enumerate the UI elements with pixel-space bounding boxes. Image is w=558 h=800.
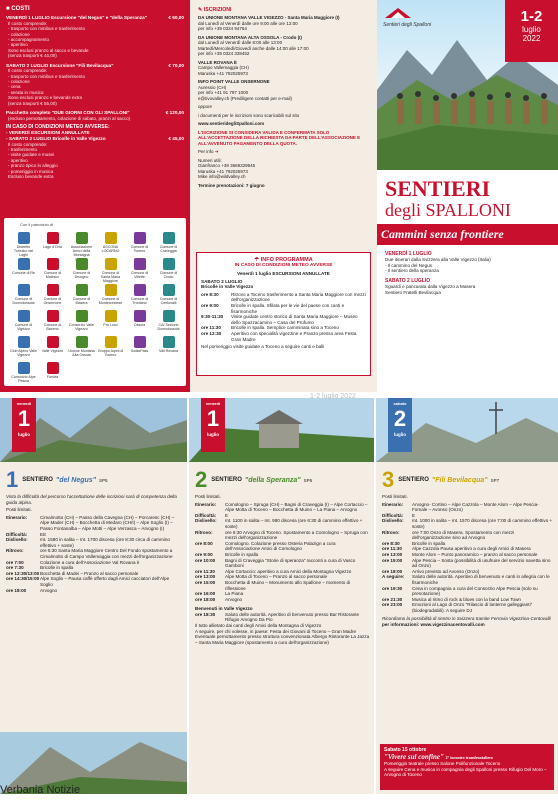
sponsors-title: Con il patrocinio di xyxy=(20,222,53,227)
note-line: A seguire, per chi volesse, in paese: Festa dei Giovani di Toceno – Gran Madre xyxy=(195,628,357,634)
registration-panel xyxy=(190,0,377,392)
sponsor-logo: Comune di Malesco xyxy=(39,258,66,279)
weather-title: ☂ INFO PROGRAMMA xyxy=(254,257,313,263)
sponsor-logo: Comune di Baceno xyxy=(39,310,66,331)
sponsor-logo: Lago d'Orta xyxy=(39,232,66,249)
schedule-row: ore 19:30 Cena in compagnia a cura del Consorzio Alpe Pescia (solo su prenotazione) xyxy=(382,585,538,597)
schedule-row: Itinerario: Cimalmotto (CH) – Passo della Cavegna (CH) – Porcaresc (CH) – Alpe Mader (CH) – Bocchetta di Medaro (CH/I) – Alpe Soglio (I) – Passo Fontanalba – Alpe Motti – Alpe Verzasca – Arvogno (I) xyxy=(6,514,175,531)
crest-icon xyxy=(163,336,175,348)
registration-office: DA UNIONE MONTANA VALLE VIGEZZO - Santa Maria Maggiore (I) dal Lunedì al Venerdì dalle ore 9:00 alle ore 12:00 per info +39 0324 94764 xyxy=(198,15,340,31)
crest-icon xyxy=(76,284,88,296)
schedule-row: 9:30-11:30 Visite guidate centro storico di Santa Maria Maggiore – Museo dello Spazzacamino – Casa del Profumo xyxy=(201,314,358,325)
cost-detail-line: - visite guidate e musei xyxy=(8,152,55,158)
crest-icon xyxy=(76,232,88,244)
schedule-row: Difficoltà: EE xyxy=(6,531,47,537)
cost-details-package xyxy=(6,116,184,121)
crest-icon xyxy=(47,258,59,270)
schedule-row: Itinerario: Comologno – Spruga (CH) – Bagni di Craveggia (I) – Alpe Cortaccio – Alpe Motta di Toceno – Bocchetta di Muino – La Piana – Arvogno xyxy=(195,501,368,513)
crest-icon xyxy=(105,336,117,348)
schedule-row: ore 13:00 Monte Alom – Punto panoramico – pranzo al sacco personale xyxy=(382,551,538,557)
cost-detail-line: - trasporto con minibus e trasferimento xyxy=(8,73,86,79)
phone-number-line: Gianfranco +39 3669329945 xyxy=(198,163,256,168)
schedule-row: ore 18:00 Arrivo previsto ad Avonso (Onzo) xyxy=(382,568,480,574)
sponsor-logo: Comune di Toceno xyxy=(126,232,153,253)
trail2-panel xyxy=(189,398,374,794)
sponsor-logo: Associazione Amici della Montagna xyxy=(68,232,95,262)
booking-deadline: Termine prenotazioni: 7 giugno xyxy=(198,182,265,188)
trail1-schedule: Visto la difficoltà del percorso l'accettazione delle iscrizioni sarà di competenza della guida alpina. Posti limitati. Itinerario: Cimalmotto (CH) – Passo della Cavegna (CH) – Porcaresc (CH) – Alpe Mader (CH) – Bocchetta di Medaro (CH/I) – Alpe Soglio (I) – Passo Fontanalba – Alpe Motti – Alpe Verzasca – Arvogno (I) Difficoltà: EE Dislivello: mt. 1580 in salita – mt. 1700 discesa (ore 8:30 circa di cammino effettivo + soste) Ritrovo: ore 5:30 Santa Maria Maggiore Centro Del Fondo spostamento a Cimalmotto di Campo Vallemaggia con mezzi dell'organizzazione ore 7:00 Colazione a cura dell'Associazione Val Rovana è ore 7:30 Bricolle in spalla ore 12:30/13:00 Bocchetta di Madei – Pranzo al sacco personale ore 14:30/15:00 Alpe Soglio – Pausa caffè offerto dagli Amici cacciatori dell'Alpe Soglio ore 18:00 Arvogno xyxy=(6,494,182,593)
schedule-row: ore 14:30/15:00 Alpe Soglio – Pausa caffè offerto dagli Amici cacciatori dell'Alpe Soglio xyxy=(6,576,170,587)
crest-icon xyxy=(18,336,30,348)
schedule-row: ore 7:30 Bricolle in spalla xyxy=(6,565,74,571)
trail1-panel xyxy=(0,398,187,794)
weather-cost-details xyxy=(6,142,184,180)
crest-icon xyxy=(47,310,59,322)
sponsor-logo: Comune di Montecrestese xyxy=(97,284,124,305)
cover-line: - Il sentiero della speranza xyxy=(385,268,439,274)
cover-line: Sguardi e pancarata dalla Vigezzo a Masera xyxy=(385,284,476,290)
schedule-row: ore 12:30 Aperitivo con specialità vigezzine e Pranzo presso area Festa Gran Madre xyxy=(201,330,357,342)
sponsor-logo: SwissPass xyxy=(126,336,153,353)
registration-office: DA UNIONE MONTANA ALTA OSSOLA - Crodo (I) dal Lunedì al Venerdì dalle 8:00 alle 13:00 Martedì/Mercoledì/Giovedì anche dalle 14:00 alle 17:00 per info +39 0324 338452 xyxy=(198,34,309,56)
crest-icon xyxy=(18,362,30,374)
schedule-row: Ritrovo: ore 7:00 Onzo di Masera. Spostamento con mezzi dell'organizzazione sino ad Arvogno xyxy=(382,529,515,541)
sponsor-logo: CAI Sezione Domodossola xyxy=(155,310,182,331)
trail2-day-badge: venerdì 1 luglio xyxy=(201,398,225,452)
trail1-day-badge: venerdì 1 luglio xyxy=(12,398,36,452)
schedule-row: ore 16:00 La Piana xyxy=(195,591,244,597)
cost-line-friday: VENERDÌ 1 LUGLIO Escursione "del Negus" e "della Speranza" € 60,00 xyxy=(6,15,184,20)
cover-saturday-lines xyxy=(385,284,550,295)
schedule-row: Difficoltà: E xyxy=(195,512,229,518)
sponsor-logo: Club Alpino Valle Vigezzo xyxy=(10,336,37,357)
cost-detail-line: Escluso bevande extra xyxy=(8,174,54,180)
download-text: i documenti per le iscrizioni sono scaricabili sul sito xyxy=(198,112,300,118)
weather-sat-subtitle: Bricolle in Valle Vigezzo xyxy=(201,284,254,290)
sponsor-logo: Ossola xyxy=(126,310,153,327)
cost-detail-line: - pomeriggio in musica xyxy=(8,168,54,174)
schedule-row: Ritrovo: ore 5:30 Santa Maria Maggiore Centro Del Fondo spostamento a Cimalmotto di Campo Vallemaggia con mezzi dell'organizzazione xyxy=(6,548,173,559)
registration-office: VALLE ROVANA È Campo Vallemaggia (CH) Maruska +41 792025973 xyxy=(198,59,249,76)
useful-numbers xyxy=(198,158,369,180)
schedule-row: ore 8:30 Bricolle in spalla xyxy=(382,540,446,546)
schedule-row: ore 9:00 Bricolle in spalla xyxy=(195,551,259,557)
cost-detail-line: (senza trasporti € 45,00) xyxy=(8,53,57,59)
costs-title: ■ COSTI xyxy=(6,6,30,12)
trail1-title: 1 SENTIERO "del Negus" SP5 xyxy=(6,467,108,492)
crest-icon xyxy=(76,336,88,348)
schedule-row: ore 11:30 Alpe Cortaccio: aperitivo a cura Amici della Montagna Vigezzo xyxy=(195,568,352,574)
crest-icon xyxy=(163,258,175,270)
trail2-title: 2 SENTIERO "della Speranza" SP6 xyxy=(195,467,313,492)
crest-icon xyxy=(18,284,30,296)
schedule-row: ore 8:00 Comologno. Colazione presso Osteria Palazign a cura dell'Associazione Amici di Comologno xyxy=(195,540,336,552)
sponsor-logo: Comune di Masera xyxy=(68,284,95,305)
sponsor-logo: Comune di Druogno xyxy=(68,258,95,279)
crest-icon xyxy=(47,336,59,348)
schedule-row: ore 11:30 Alpe Cazzola Pausa aperitivo a cura degli Amici di Masera xyxy=(382,546,531,552)
sponsor-logo: Gruppo Alpini di Toceno xyxy=(97,336,124,357)
crest-icon xyxy=(18,310,30,322)
schedule-row: A seguire: Saluto delle autorità. Aperitivo di benvenuto e canti in allegria con le fisarmoniche xyxy=(382,574,550,585)
cost-detail-line: - cena xyxy=(8,84,21,90)
crest-icon xyxy=(105,310,117,322)
crest-icon xyxy=(105,232,117,244)
schedule-row: ore 21:30 Musica al ritmo di rock & blues con la band Low Town xyxy=(382,596,521,602)
cost-details-saturday xyxy=(6,68,184,106)
sponsor-logo: Comune di Vigezzo xyxy=(10,310,37,331)
schedule-row: Dislivello: mt. 1580 in salita – mt. 1700 discesa (ore 8:30 circa di cammino effettivo + soste) xyxy=(6,537,170,548)
weather-footnote: Nel pomeriggio visite guidate a Toceno a seguire canti e balli xyxy=(201,344,325,350)
cost-detail-line: Sono esclusi pranzo e bevande extra xyxy=(8,95,83,101)
sponsor-logo: Consorzio Valle Vigezzo xyxy=(68,310,95,331)
cost-detail-line: Il costo comprende: xyxy=(8,141,48,147)
cost-detail-line: Sono esclusi pranzo al sacco e bevande xyxy=(8,47,89,53)
schedule-row: Ritrovo: ore 6:30 Arvogno di Toceno. Spostamento a Comologno – Spruga con mezzi dell'organizzazione xyxy=(195,529,368,541)
cost-detail-line: - colazione xyxy=(8,31,30,37)
cover-title-line1: SENTIERI xyxy=(385,176,491,201)
crest-icon xyxy=(18,232,30,244)
event-box: Sabato 15 ottobre "Vivere sul confine" 2° incontro transfrontaliero Pomeriggio teatrale presso Salone Polifunzionale Toceno A seguire Cena e musica in compagnia degli Spalloni presso Rifugio Del Moro – Arvogno di Toceno xyxy=(380,744,554,790)
weather-program-box xyxy=(196,252,371,376)
crest-icon xyxy=(134,336,146,348)
crest-icon xyxy=(18,258,30,270)
sponsor-logo: Comune di Trontano xyxy=(126,284,153,305)
registration-notice: L'ISCRIZIONE SI CONSIDERA VALIDA E CONFERMATA SOLO ALL'ACCETTAZIONE DELLA RICHIESTA DA PARTE DELL'ASSOCIAZIONE E ALL'AVVENUTO PAGAMENTO DELLA QUOTA. xyxy=(198,129,361,146)
crest-icon xyxy=(47,232,59,244)
info-label: Per info ➜ xyxy=(198,149,219,154)
sponsor-logo: Comune di Onsernone xyxy=(39,284,66,305)
trail3-schedule: Posti limitati. Itinerario: Arvogno- Cortino – Alpe Cazzola – Monte Alom – Alpe Pescia- Fomale – Avonso (Onzo) Difficoltà: E Dislivello: mt. 1000 in salita – mt. 1570 discesa (ore 7:00 di cammino effettivo + soste) Ritrovo: ore 7:00 Onzo di Masera. Spostamento con mezzi dell'organizzazione sino ad Arvogno ore 8:30 Bricolle in spalla ore 11:30 Alpe Cazzola Pausa aperitivo a cura degli Amici di Masera ore 13:00 Monte Alom – Punto panoramico – pranzo al sacco personale ore 15:00 Alpe Pescia – Sosta (possibilità di usufruire del servizio navetta sino ad Onzo) ore 18:00 Arrivo previsto ad Avonso (Onzo) A seguire: Saluto delle autorità. Aperitivo di benvenuto e canti in allegria con le fisarmoniche ore 19:30 Cena in compagnia a cura del Consorzio Alpe Pescia (solo su prenotazione) ore 21:30 Musica al ritmo di rock & blues con la band Low Town ore 23:00 Emozioni al Lago di Onzo "Rilascio di lanterne galleggianti" (biodegradabili). A seguire DJ Ricordiamo la possibilità di rientro in Svizzera tramite Ferrovia Vigezzina-Centovalli per informazioni: www.vigezzinacentovalli.com xyxy=(382,494,553,628)
schedule-row: Difficoltà: E xyxy=(382,512,416,518)
crest-icon xyxy=(134,284,146,296)
cost-detail-line: - trasferimento xyxy=(8,147,38,153)
schedule-row: Dislivello: mt. 1100 in salita – mt. 980 discesa (ore 6:30 di cammino effettivo + soste) xyxy=(195,518,363,529)
cost-detail-line: - serata in musica xyxy=(8,89,44,95)
cost-detail-line: Il costo comprende: xyxy=(8,20,48,26)
website-link[interactable]: www.sentieridegliSpalloni.com xyxy=(198,121,265,126)
cost-line-package: Pacchetto completo "DUE GIORNI CON GLI SPALLONI" € 120,00 xyxy=(6,110,184,116)
note-line: Il tutto allietato dai canti degli Amici della Montagna di Vigezzo xyxy=(195,623,322,629)
schedule-row: ore 15:00 Alpe Pescia – Sosta (possibilità di usufruire del servizio navetta sino ad Onzo) xyxy=(382,557,551,569)
schedule-row: Itinerario: Arvogno- Cortino – Alpe Cazzola – Monte Alom – Alpe Pescia- Fomale – Avonso (Onzo) xyxy=(382,501,539,513)
registration-title: ✎ ISCRIZIONI xyxy=(198,7,232,13)
schedule-row: ore 18:30 Saluto delle autorità. Aperitivo di benvenuto presso Bar Ristorante Rifugio Arvogno Da Pio xyxy=(195,611,360,623)
crest-icon xyxy=(47,362,59,374)
cost-detail-line: - pranzo tipico in alleggio xyxy=(8,163,58,169)
trail3-title: 3 SENTIERO "Fili Bevilacqua" SP7 xyxy=(382,467,500,492)
crest-icon xyxy=(134,232,146,244)
weather-sat-title: SABATO 2 LUGLIO xyxy=(201,278,243,284)
weather-friday: - VENERDÌ ESCURSIONI ANNULLATE xyxy=(6,130,90,136)
cost-detail-line: - colazione xyxy=(8,79,30,85)
cost-details-friday xyxy=(6,21,184,59)
crest-icon xyxy=(76,258,88,270)
sponsor-logo: Comune di Re xyxy=(10,258,37,275)
sponsor-logos xyxy=(4,218,186,386)
schedule-row: ore 13:00 Alpe Motta di Toceno – Pranzo al sacco personale xyxy=(195,574,328,580)
registration-office: INFO POINT VALLE ONSERNONE Auressio (CH) per info +41 91 797 1000 e@tivovalley.ch (Prediligere contatti per e-mail) xyxy=(198,79,293,101)
cost-line-saturday: SABATO 2 LUGLIO Escursione "Fili Bevilacqua" € 70,00 xyxy=(6,62,184,68)
schedule-row: Dislivello: mt. 1000 in salita – mt. 1570 discesa (ore 7:00 di cammino effettivo + soste) xyxy=(382,518,553,529)
schedule-row: ore 8:30 Ritrovo a Toceno trasferimento a Santa Maria Maggiore con mezzi dell'organizzazione xyxy=(201,291,366,303)
sponsor-logo: Vall Rovana xyxy=(155,336,182,353)
weather-saturday: - SABATO 2 LUGLIO Bricolle in Valle Vigezzo € 45,00 xyxy=(6,135,184,141)
cover-friday-lines xyxy=(385,257,550,274)
date-badge: 1-2 luglio 2022 xyxy=(505,0,558,62)
sponsor-logo: Comune di Craveggia xyxy=(155,232,182,253)
phone-number-line: Maruska +41 792025973 xyxy=(198,168,248,174)
or-label: oppure xyxy=(198,104,213,109)
cost-detail-line: - trasporto con minibus e trasferimento xyxy=(8,26,86,32)
weather-conditions-title: IN CASO DI CONDIZIONI METEO AVVERSE: xyxy=(6,124,110,131)
cover-line: Sentiero Fratelli Bevilacqua xyxy=(385,289,441,295)
trail2-schedule: Posti limitati. Itinerario: Comologno – Spruga (CH) – Bagni di Craveggia (I) – Alpe Cortaccio – Alpe Motta di Toceno – Bocchetta di Muino – La Piana – Arvogno Difficoltà: E Dislivello: mt. 1100 in salita – mt. 980 discesa (ore 6:30 di cammino effettivo + soste) Ritrovo: ore 6:30 Arvogno di Toceno. Spostamento a Comologno – Spruga con mezzi dell'organizzazione ore 8:00 Comologno. Colazione presso Osteria Palazign a cura dell'Associazione Amici di Comologno ore 9:00 Bricolle in spalla ore 10:00 Bagni di Craveggia "Storie di speranza" racconti a cura di Vasco Gamboni ore 11:30 Alpe Cortaccio: aperitivo a cura Amici della Montagna Vigezzo ore 13:00 Alpe Motta di Toceno – Pranzo al sacco personale ore 15:00 Bocchetta di Muino – Monumento allo Spallone – momento di riflessione ore 16:00 La Piana ore 18:00 Arvogno Benvenuti in Valle Vigezzo ore 18:30 Saluto delle autorità. Aperitivo di benvenuto presso Bar Ristorante Rifugio Arvogno Da Pio Il tutto allietato dai canti degli Amici della Montagna di Vigezzo A seguire, per chi volesse, in paese: Festa dei Giovani di Toceno – Gran Madre Eventuale pernottamento presso struttura convenzionata Albergo Ristorante La Jazza – Santa Maria Maggiore (spostamento a cura dell'organizzazione) xyxy=(195,494,370,645)
cover-saturday-title: SABATO 2 LUGLIO xyxy=(385,277,431,284)
cover-panel xyxy=(377,0,558,392)
cover-tagline: Cammini senza frontiere xyxy=(377,224,558,245)
cover-friday-title: VENERDÌ 1 LUGLIO xyxy=(385,251,432,257)
trail3-day-badge: sabato 2 luglio xyxy=(388,398,412,452)
cover-line: Due itinerari dalla Svizzera alla Valle Vigezzo (Italia) xyxy=(385,257,491,263)
sponsor-logo: Consorzio Alpe Pescia xyxy=(10,362,37,383)
crest-icon xyxy=(134,258,146,270)
cost-detail-line: Il costo comprende: xyxy=(8,68,48,74)
sponsor-logo: Comune di Villette xyxy=(126,258,153,279)
source-caption: Verbania Notizie xyxy=(0,784,81,796)
sponsor-logo: Comune di Crodo xyxy=(155,258,182,279)
sponsor-logo: Comune di Domodossola xyxy=(10,284,37,305)
sponsor-logo: ASCONA LOCARNO xyxy=(97,232,124,253)
schedule-row: ore 9:00 Bricolle in spalla. Sfilata per le vie del paese con canti e fisarmoniche xyxy=(201,302,345,314)
weather-subtitle: IN CASO DI CONDIZIONI METEO AVVERSE xyxy=(234,263,333,268)
crest-icon xyxy=(134,310,146,322)
schedule-row: ore 18:00 Arvogno xyxy=(6,587,58,593)
cover-title-line2: degli SPALLONI xyxy=(385,200,511,220)
cost-detail-line: - accompagnamento xyxy=(8,36,50,42)
cover-line: - Il cammino del Negus xyxy=(385,262,432,268)
crest-icon xyxy=(47,284,59,296)
crest-icon xyxy=(76,310,88,322)
sponsor-logo: Pro Loco xyxy=(97,310,124,327)
schedule-row: ore 15:00 Bocchetta di Muino – Monumento allo Spallone – momento di riflessione xyxy=(195,579,351,591)
fold-watermark: 1-2 luglio 2022 xyxy=(310,393,356,400)
crest-icon xyxy=(163,232,175,244)
schedule-row: ore 18:00 Arvogno xyxy=(195,596,243,602)
sponsor-logo: Comune di Santa Maria Maggiore xyxy=(97,258,124,284)
crest-icon xyxy=(105,284,117,296)
schedule-row: ore 23:00 Emozioni al Lago di Onzo "Rilascio di lanterne galleggianti" (biodegradabili). A seguire DJ xyxy=(382,602,533,613)
cost-detail-line: - aperitivo xyxy=(8,42,28,48)
cost-detail-line: (escluso pernottamento, colazione di sabato, pranzi al sacco) xyxy=(8,115,131,121)
cost-detail-line: - aperitivo xyxy=(8,157,28,163)
note-line: Eventuale pernottamento presso struttura convenzionata Albergo Ristorante La Jazza – Santa Maria Maggiore (spostamento a cura dell'organizzazione) xyxy=(195,634,370,645)
schedule-row: ore 11:30 Bricolle in spalla. Semplice camminata sino a Toceno xyxy=(201,325,339,331)
schedule-row: ore 12:30/13:00 Bocchetta di Madei – Pranzo al sacco personale xyxy=(6,570,139,576)
sponsor-logo: Funivia xyxy=(39,362,66,379)
phone-number-line: Numeri utili: xyxy=(198,157,222,163)
phone-number-line: Mike info@wildvalley.ch xyxy=(198,174,246,179)
crest-icon xyxy=(105,258,117,270)
trail3-panel xyxy=(376,398,558,794)
sponsor-logo: Comune di Centovalli xyxy=(155,284,182,305)
schedule-row: ore 7:00 Colazione a cura dell'Associazione Val Rovana è xyxy=(6,559,140,565)
schedule-row: ore 10:00 Bagni di Craveggia "Storie di speranza" racconti a cura di Vasco Gamboni xyxy=(195,557,356,569)
cost-detail-line: (senza trasporti € 55,00) xyxy=(8,100,57,106)
crest-icon xyxy=(163,284,175,296)
crest-icon xyxy=(163,310,175,322)
sponsor-logo: Unione Montana Alta Ossola xyxy=(68,336,95,357)
sponsor-logo: Distretto Turistico dei Laghi xyxy=(10,232,37,258)
weather-friday-cancel: Venerdì 1 luglio ESCURSIONI ANNULLATE xyxy=(237,271,330,276)
brand-logo: Sentieri degli Spalloni xyxy=(383,6,431,28)
sponsor-logo: Valle Vigezzo xyxy=(39,336,66,353)
